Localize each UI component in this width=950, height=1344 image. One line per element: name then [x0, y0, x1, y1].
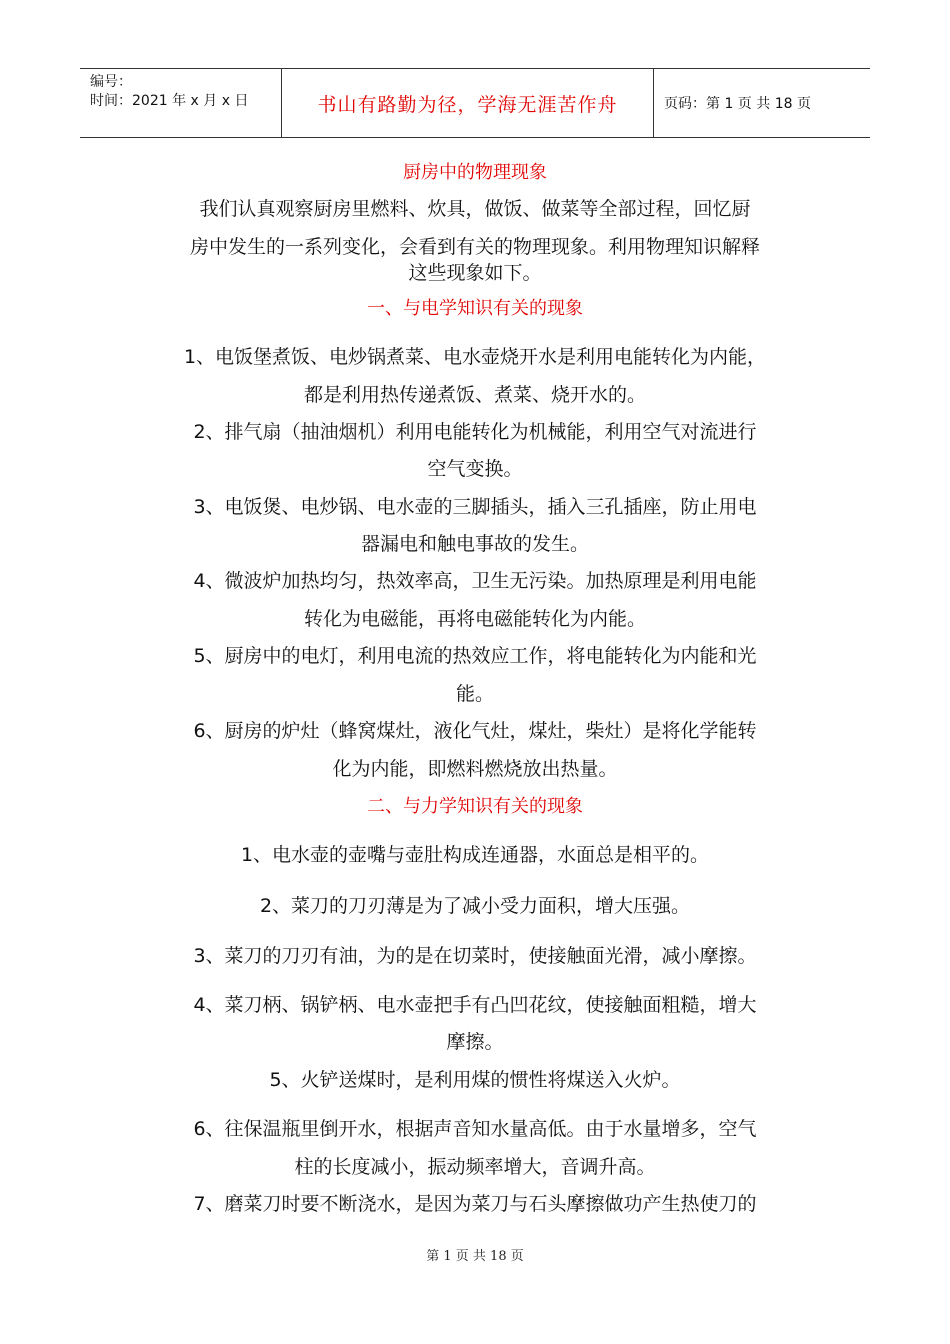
item-line: 化为内能，即燃料燃烧放出热量。 [332, 758, 618, 780]
item-line: 能。 [455, 683, 494, 705]
item-line: 6、厨房的炉灶（蜂窝煤灶，液化气灶，煤灶，柴灶）是将化学能转 [193, 720, 757, 742]
intro-line: 这些现象如下。 [408, 262, 542, 284]
item-line: 空气变换。 [427, 458, 523, 480]
document-title: 厨房中的物理现象 [403, 162, 547, 183]
section-heading-mechanics: 二、与力学知识有关的现象 [367, 796, 583, 817]
item-line: 6、往保温瓶里倒开水，根据声音知水量高低。由于水量增多，空气 [193, 1118, 757, 1140]
header-meta [80, 69, 282, 137]
item-line: 1、电水壶的壶嘴与壶肚构成连通器，水面总是相平的。 [240, 844, 710, 866]
item-line: 5、火铲送煤时，是利用煤的惯性将煤送入火炉。 [269, 1069, 681, 1091]
item-line: 器漏电和触电事故的发生。 [360, 533, 589, 555]
item-line: 4、微波炉加热均匀，热效率高，卫生无污染。加热原理是利用电能 [193, 570, 757, 592]
item-line: 转化为电磁能，再将电磁能转化为内能。 [303, 608, 646, 630]
time-label: 时间：2021 年 x 月 x 日 [90, 93, 249, 109]
header-page-info: 页码：第 1 页 共 18 页 [664, 96, 811, 112]
item-line: 1、电饭堡煮饭、电炒锅煮菜、电水壶烧开水是利用电能转化为内能， [183, 346, 767, 368]
item-line: 3、电饭煲、电炒锅、电水壶的三脚插头，插入三孔插座，防止用电 [193, 496, 757, 518]
page-footer: 第 1 页 共 18 页 [426, 1249, 524, 1264]
item-line: 2、排气扇（抽油烟机）利用电能转化为机械能，利用空气对流进行 [193, 421, 757, 443]
section-heading-electric: 一、与电学知识有关的现象 [367, 298, 583, 319]
item-line: 3、菜刀的刀刃有油，为的是在切菜时，使接触面光滑，减小摩擦。 [193, 945, 757, 967]
intro-line: 房中发生的一系列变化，会看到有关的物理现象。利用物理知识解释 [189, 236, 760, 258]
item-line: 5、厨房中的电灯，利用电流的热效应工作，将电能转化为内能和光 [193, 645, 757, 667]
page-header [80, 68, 870, 138]
item-line: 7、磨菜刀时要不断浇水，是因为菜刀与石头摩擦做功产生热使刀的 [193, 1193, 757, 1215]
item-line: 摩擦。 [446, 1031, 504, 1053]
intro-line: 我们认真观察厨房里燃料、炊具，做饭、做菜等全部过程，回忆厨 [199, 198, 751, 220]
number-label: 编号： [90, 74, 132, 90]
header-motto: 书山有路勤为径，学海无涯苦作舟 [282, 69, 654, 137]
item-line: 4、菜刀柄、锅铲柄、电水壶把手有凸凹花纹，使接触面粗糙，增大 [193, 994, 757, 1016]
item-line: 2、菜刀的刀刃薄是为了减小受力面积，增大压强。 [259, 895, 691, 917]
item-line: 柱的长度减小，振动频率增大，音调升高。 [294, 1156, 656, 1178]
item-line: 都是利用热传递煮饭、煮菜、烧开水的。 [303, 384, 646, 406]
